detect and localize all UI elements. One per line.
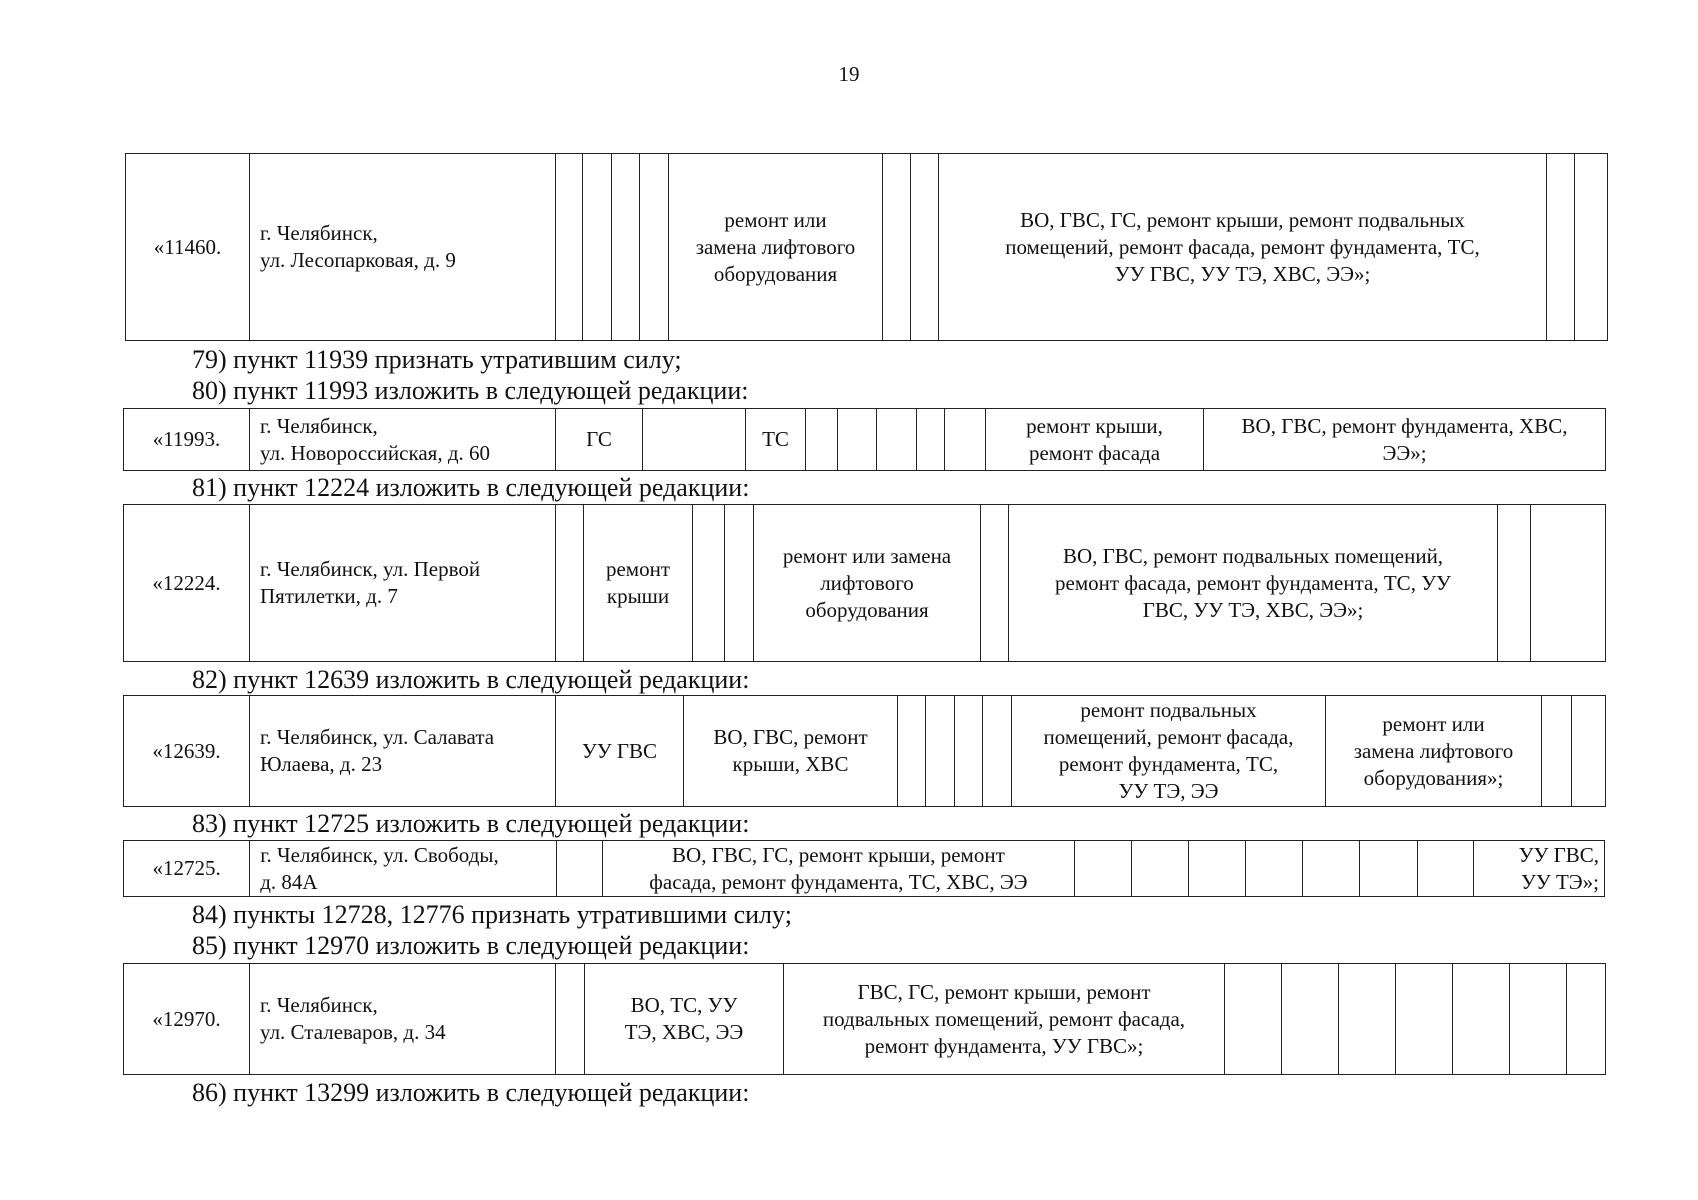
row-number: «12639.: [124, 696, 250, 807]
table-row-11993: [123, 408, 1606, 471]
work-cell-b: ГВС, ГС, ремонт крыши, ремонт подвальных помещений, ремонт фасада, ремонт фундамента, УУ ГВС»;: [784, 964, 1225, 1075]
address: г. Челябинск, ул. Сталеваров, д. 34: [250, 964, 556, 1075]
empty-cell: [612, 154, 640, 341]
empty-cell: [1575, 154, 1608, 341]
address: г. Челябинск, ул. Новороссийская, д. 60: [250, 409, 556, 471]
empty-cell: [883, 154, 911, 341]
table-row-11460: [125, 153, 1608, 341]
work-cell-lift: ремонт или замена лифтового оборудования: [669, 154, 883, 341]
work-cell-a: ВО, ГВС, ремонт крыши, ХВС: [684, 696, 898, 807]
row-number: «11460.: [126, 154, 250, 341]
empty-cell: [806, 409, 838, 471]
empty-cell: [838, 409, 877, 471]
paragraph-86: 86) пункт 13299 изложить в следующей редакции:: [192, 1078, 750, 1107]
empty-cell: [556, 964, 585, 1075]
paragraph-79: 79) пункт 11939 признать утратившим силу;: [192, 345, 682, 374]
work-cell-list: ВО, ГВС, ГС, ремонт крыши, ремонт подвальных помещений, ремонт фасада, ремонт фундамента, ТС, УУ ГВС, УУ ТЭ, ХВС, ЭЭ»;: [939, 154, 1547, 341]
empty-cell: [640, 154, 669, 341]
empty-cell: [1542, 696, 1572, 807]
work-cell-uu: УУ ГВС, УУ ТЭ»;: [1473, 841, 1604, 897]
empty-cell: [556, 841, 602, 897]
empty-cell: [1074, 841, 1131, 897]
row-number: «12970.: [124, 964, 250, 1075]
work-cell-lift: ремонт или замена лифтового оборудования: [754, 505, 981, 662]
row-number: «12224.: [124, 505, 250, 662]
empty-cell: [1360, 841, 1417, 897]
empty-cell: [898, 696, 926, 807]
empty-cell: [1417, 841, 1473, 897]
empty-cell: [583, 154, 612, 341]
empty-cell: [1510, 964, 1567, 1075]
empty-cell: [643, 409, 746, 471]
work-cell-list: ВО, ГВС, ремонт фундамента, ХВС, ЭЭ»;: [1204, 409, 1606, 471]
empty-cell: [1246, 841, 1303, 897]
address: г. Челябинск, ул. Первой Пятилетки, д. 7: [250, 505, 556, 662]
work-cell-b: ремонт подвальных помещений, ремонт фасада, ремонт фундамента, ТС, УУ ТЭ, ЭЭ: [1012, 696, 1326, 807]
empty-cell: [1282, 964, 1339, 1075]
empty-cell: [693, 505, 725, 662]
work-cell-a: ВО, ТС, УУ ТЭ, ХВС, ЭЭ: [585, 964, 784, 1075]
paragraph-83: 83) пункт 12725 изложить в следующей редакции:: [192, 809, 750, 838]
empty-cell: [1225, 964, 1282, 1075]
empty-cell: [917, 409, 945, 471]
empty-cell: [1132, 841, 1189, 897]
empty-cell: [1189, 841, 1246, 897]
row-number: «12725.: [124, 841, 250, 897]
empty-cell: [1498, 505, 1531, 662]
empty-cell: [983, 696, 1012, 807]
address: г. Челябинск, ул. Салавата Юлаева, д. 23: [250, 696, 556, 807]
paragraph-82: 82) пункт 12639 изложить в следующей редакции:: [192, 665, 750, 694]
row-number: «11993.: [124, 409, 250, 471]
work-cell-ts: ТС: [746, 409, 806, 471]
table-row-12224: [123, 504, 1606, 662]
paragraph-80: 80) пункт 11993 изложить в следующей редакции:: [192, 376, 749, 405]
table-row-12639: [123, 695, 1606, 807]
address: г. Челябинск, ул. Свободы, д. 84А: [250, 841, 557, 897]
empty-cell: [1531, 505, 1606, 662]
empty-cell: [556, 154, 583, 341]
empty-cell: [955, 696, 983, 807]
empty-cell: [556, 505, 584, 662]
page-number: 19: [838, 62, 860, 86]
empty-cell: [725, 505, 754, 662]
work-cell-uu: УУ ГВС: [556, 696, 684, 807]
empty-cell: [926, 696, 955, 807]
address: г. Челябинск, ул. Лесопарковая, д. 9: [250, 154, 556, 341]
work-cell-gs: ГС: [556, 409, 643, 471]
empty-cell: [1303, 841, 1360, 897]
work-cell-list: ВО, ГВС, ГС, ремонт крыши, ремонт фасада, ремонт фундамента, ТС, ХВС, ЭЭ: [602, 841, 1074, 897]
empty-cell: [1572, 696, 1606, 807]
work-cell-lift: ремонт или замена лифтового оборудования»;: [1326, 696, 1542, 807]
empty-cell: [1453, 964, 1510, 1075]
paragraph-85: 85) пункт 12970 изложить в следующей редакции:: [192, 931, 750, 960]
empty-cell: [981, 505, 1009, 662]
empty-cell: [911, 154, 939, 341]
empty-cell: [1339, 964, 1396, 1075]
table-row-12725: [123, 840, 1605, 897]
work-cell-roof: ремонт крыши, ремонт фасада: [986, 409, 1204, 471]
work-cell-list: ВО, ГВС, ремонт подвальных помещений, ремонт фасада, ремонт фундамента, ТС, УУ ГВС, УУ ТЭ, ХВС, ЭЭ»;: [1009, 505, 1498, 662]
table-row-12970: [123, 963, 1606, 1075]
paragraph-84: 84) пункты 12728, 12776 признать утратившими силу;: [192, 900, 792, 929]
empty-cell: [1547, 154, 1575, 341]
work-cell-roof: ремонт крыши: [584, 505, 693, 662]
empty-cell: [1396, 964, 1453, 1075]
paragraph-81: 81) пункт 12224 изложить в следующей редакции:: [192, 473, 750, 502]
empty-cell: [1567, 964, 1606, 1075]
empty-cell: [945, 409, 986, 471]
empty-cell: [877, 409, 917, 471]
